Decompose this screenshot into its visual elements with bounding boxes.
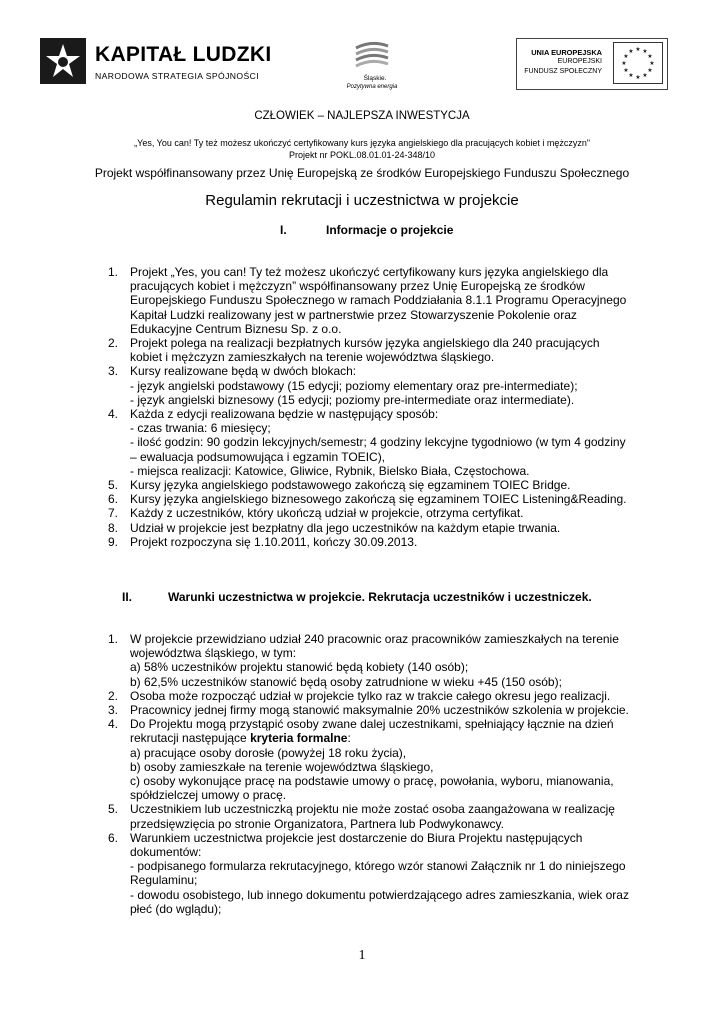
cofinancing-note: Projekt współfinansowany przez Unię Europejską ze środków Europejskiego Funduszu Społecznego	[94, 166, 630, 180]
list-item-line: Kursy języka angielskiego biznesowego zakończą się egzaminem TOIEC Listening&Reading.	[130, 492, 627, 507]
list-item-line: - język angielski podstawowy (15 edycji; poziomy elementary oraz pre-intermediate);	[130, 378, 578, 393]
list-item-line: Projekt „Yes, you can! Ty też możesz ukończyć certyfikowany kurs języka angielskiego dla	[130, 265, 609, 279]
list-item-line: c) osoby wykonujące pracę na podstawie umowy o pracę, powołania, wyboru, mianowania,	[130, 774, 614, 789]
eu-line-2: EUROPEJSKI	[557, 58, 602, 65]
list-item-number: 4.	[108, 407, 119, 422]
svg-text:★: ★	[628, 72, 634, 79]
list-item	[108, 632, 648, 689]
list-item	[108, 407, 648, 478]
criteria-lead-text: rekrutacji następujące	[130, 731, 251, 746]
list-item-line: pracujących kobiet i mężczyzn” współfinansowany przez Unię Europejską ze środków	[130, 279, 585, 294]
list-item-line: - podpisanego formularza rekrutacyjnego, którego wzór stanowi Załącznik nr 1 do niniejszego	[130, 859, 626, 874]
list-item-line: - czas trwania: 6 miesięcy;	[130, 421, 271, 436]
list-item-line: Projekt polega na realizacji bezpłatnych kursów języka angielskiego dla 240 pracujących	[130, 336, 600, 351]
list-item-line: a) 58% uczestników projektu stanowić będą kobiety (140 osób);	[130, 660, 469, 675]
eu-line-3: FUNDUSZ SPOŁECZNY	[524, 68, 602, 75]
list-item-number: 1.	[108, 265, 119, 279]
eu-line-1: UNIA EUROPEJSKA	[531, 48, 602, 57]
list-item	[108, 265, 648, 336]
list-item-line: Edukacyjne Centrum Biznesu Sp. z o.o.	[130, 321, 342, 336]
list-item-line: - ilość godzin: 90 godzin lekcyjnych/semestr; 4 godziny lekcyjne tygodniowo (w tym 4 godziny	[130, 435, 626, 450]
list-item	[108, 521, 648, 535]
slaskie-tagline: Pozytywna energia	[346, 84, 398, 90]
list-item-line: Regulaminu;	[130, 873, 198, 888]
list-item-line: Pracownicy jednej firmy mogą stanowić maksymalnie 20% uczestników szkolenia w projekcie.	[130, 703, 629, 718]
slaskie-logo-icon	[350, 38, 394, 72]
list-item-line: kobiet i mężczyzn zamieszkałych na terenie województwa śląskiego.	[130, 350, 495, 365]
list-item-line: Każdy z uczestników, który ukończą udział w projekcie, otrzyma certyfikat.	[130, 506, 524, 521]
list-item	[108, 506, 648, 520]
list-item-number: 4.	[108, 717, 119, 732]
kapital-ludzki-title: KAPITAŁ LUDZKI	[95, 43, 272, 66]
list-item-number: 3.	[108, 364, 119, 379]
svg-text:★: ★	[628, 48, 634, 55]
list-item-line: Europejskiego Funduszu Społecznego w ramach Poddziałania 8.1.1 Programu Operacyjnego	[130, 293, 627, 308]
list-item	[108, 703, 648, 717]
list-item-line: b) 62,5% uczestników stanowić będą osoby zatrudnione w wieku +45 (150 osób);	[130, 674, 562, 689]
list-item-number: 9.	[108, 534, 119, 549]
list-item-number: 5.	[108, 478, 119, 493]
list-item-number: 6.	[108, 830, 119, 845]
list-item-line: Kursy realizowane będą w dwóch blokach:	[130, 364, 357, 379]
list-item	[108, 831, 648, 916]
page-number: 1	[358, 948, 366, 963]
eu-flag-icon	[613, 42, 663, 84]
list-item-line: Warunkiem uczestnictwa projekcie jest dostarczenie do Biura Projektu następujących	[130, 830, 583, 845]
svg-text:★: ★	[649, 60, 655, 67]
list-item-line	[130, 731, 648, 745]
section-2-number: II.	[122, 590, 133, 604]
svg-text:★: ★	[642, 48, 648, 55]
svg-text:★: ★	[623, 53, 629, 60]
document-title: Regulamin rekrutacji i uczestnictwa w projekcie	[205, 192, 519, 209]
motto: CZŁOWIEK – NAJLEPSZA INWESTYCJA	[254, 110, 470, 122]
svg-text:★: ★	[642, 72, 648, 79]
list-item-line: Projekt rozpoczyna się 1.10.2011, kończy 30.09.2013.	[130, 534, 418, 549]
list-item-line: dokumentów:	[130, 845, 202, 860]
list-item-number: 7.	[108, 506, 119, 521]
section-1-title: Informacje o projekcie	[326, 223, 454, 237]
list-item-number: 1.	[108, 632, 119, 646]
section-2-title: Warunki uczestnictwa w projekcie. Rekrutacja uczestników i uczestniczek.	[168, 590, 592, 604]
svg-text:★: ★	[621, 60, 627, 67]
list-item-line: - miejsca realizacji: Katowice, Gliwice, Rybnik, Bielsko Biała, Częstochowa.	[130, 463, 530, 478]
list-item-line: W projekcie przewidziano udział 240 pracownic oraz pracowników zamieszkałych na terenie	[130, 632, 619, 646]
list-item	[108, 717, 648, 802]
list-item-line: Kapitał Ludzki realizowany jest w partnerstwie przez Stowarzyszenie Pokolenie oraz	[130, 307, 577, 322]
list-item-number: 5.	[108, 802, 119, 817]
list-item-number: 3.	[108, 703, 119, 718]
list-item-line: a) pracujące osoby dorosłe (powyżej 18 roku życia),	[130, 745, 407, 760]
list-item-line: spółdzielczej umowy o pracę.	[130, 788, 287, 803]
section-2-list	[108, 632, 648, 916]
list-item-line: Osoba może rozpocząć udział w projekcie tylko raz w trakcie całego okresu jego realizacji.	[130, 688, 611, 703]
list-item	[108, 364, 648, 407]
list-item-line: Udział w projekcie jest bezpłatny dla jego uczestników na każdym etapie trwania.	[130, 520, 561, 535]
list-item-line: Uczestnikiem lub uczestniczką projektu nie może zostać osoba zaangażowana w realizację	[130, 802, 615, 817]
section-1-list	[108, 265, 648, 549]
kapital-ludzki-logo-icon	[40, 38, 86, 84]
list-item	[108, 478, 648, 492]
project-quote: „Yes, You can! Ty też możesz ukończyć certyfikowany kurs języka angielskiego dla pracujących kobiet i mężczyzn”	[134, 138, 590, 148]
svg-text:★: ★	[647, 67, 653, 74]
svg-text:★: ★	[647, 53, 653, 60]
criteria-bold-text: kryteria formalne	[250, 731, 348, 746]
list-item-number: 8.	[108, 520, 119, 535]
list-item-line: płeć (do wglądu);	[130, 901, 222, 916]
list-item	[108, 336, 648, 364]
list-item-line: przedsięwzięcia po stronie Organizatora, Partnera lub Podwykonawcy.	[130, 816, 504, 831]
list-item	[108, 802, 648, 830]
list-item-line: Każda z edycji realizowana będzie w następujący sposób:	[130, 407, 439, 422]
list-item	[108, 492, 648, 506]
list-item	[108, 689, 648, 703]
list-item-line: - dowodu osobistego, lub innego dokumentu potwierdzającego adres zamieszkania, wiek oraz	[130, 887, 629, 902]
list-item-line: Do Projektu mogą przystąpić osoby zwane dalej uczestnikami, spełniający łącznie na dzień	[130, 717, 614, 732]
list-item-line: - język angielski biznesowy (15 edycji; poziomy pre-intermediate oraz intermediate).	[130, 392, 575, 407]
slaskie-name: Śląskie.	[363, 75, 387, 82]
list-item	[108, 535, 648, 549]
svg-text:★: ★	[623, 67, 629, 74]
svg-text:★: ★	[635, 46, 641, 53]
criteria-colon: :	[347, 731, 351, 746]
list-item-number: 2.	[108, 688, 119, 703]
list-item-line: b) osoby zamieszkałe na terenie województwa śląskiego,	[130, 759, 434, 774]
list-item-line: Kursy języka angielskiego podstawowego zakończą się egzaminem TOIEC Bridge.	[130, 478, 571, 493]
list-item-line: – ewaluacja podsumowująca i egzamin TOEIC),	[130, 449, 386, 464]
list-item-line: województwa śląskiego, w tym:	[130, 646, 297, 661]
svg-text:★: ★	[635, 74, 641, 81]
section-1-number: I.	[280, 223, 287, 237]
kapital-ludzki-subtitle: NARODOWA STRATEGIA SPÓJNOŚCI	[95, 71, 259, 81]
project-number: Projekt nr POKL.08.01.01-24-348/10	[288, 150, 436, 160]
list-item-number: 6.	[108, 492, 119, 507]
list-item-number: 2.	[108, 336, 119, 351]
